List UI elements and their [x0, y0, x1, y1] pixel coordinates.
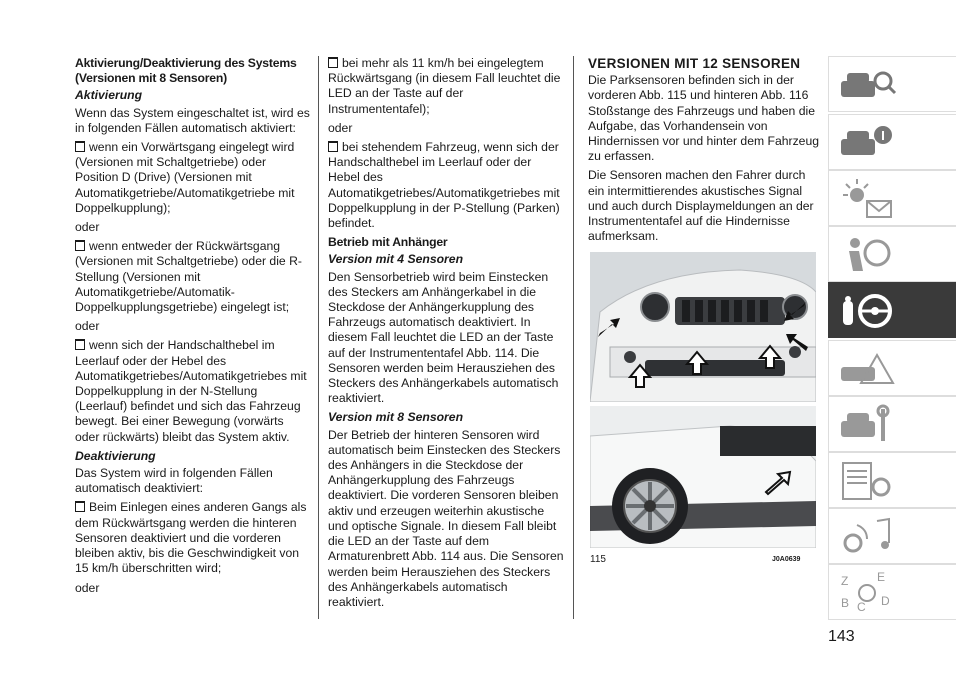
or-text: oder — [75, 220, 100, 235]
svg-text:C: C — [857, 600, 866, 614]
section-heading: Betrieb mit Anhänger — [328, 235, 448, 250]
or-text: oder — [75, 319, 100, 334]
or-text: oder — [328, 120, 353, 135]
paragraph: Die Sensoren machen den Fahrer durch ein intermittierendes akustisches Signal und auch durch Displaymeldungen an der Instrumententafel auf die Hindernisse aufmerksam. — [588, 168, 814, 244]
svg-text:E: E — [877, 570, 886, 584]
light-mail-icon — [837, 175, 897, 223]
document-gear-icon — [837, 457, 897, 505]
column-middle — [328, 56, 565, 614]
car-info-icon — [837, 119, 897, 167]
bullet-item: Beim Einlegen eines anderen Gangs als dem Rückwärtsgang werden die hinteren Sensoren deaktiviert und die vorderen bleiben aktiv, bis die Geschwindigkeit von 15 km/h überschritten wird; — [75, 500, 307, 576]
bullet-item: bei stehendem Fahrzeug, wenn sich der Handschalthebel im Leerlauf oder der Hebel des Automatikgetriebes/Automatikgetriebes mit Doppelkupplung in der P-Stellung (Parken) befindet. — [328, 140, 560, 231]
bullet-icon — [75, 339, 85, 350]
figure-number: 115 — [590, 554, 606, 565]
column-right — [588, 56, 820, 248]
chapter-tab-safety[interactable] — [828, 226, 956, 282]
section-heading: Aktivierung/Deaktivierung des Systems (Versionen mit 8 Sensoren) — [75, 56, 297, 86]
bullet-icon — [75, 141, 85, 152]
car-front-photo — [590, 252, 816, 402]
subheading-8-sensors: Version mit 8 Sensoren — [328, 410, 464, 425]
key-steering-wheel-icon — [837, 287, 897, 335]
paragraph: Der Betrieb der hinteren Sensoren wird automatisch beim Einstecken des Steckers des Anhängers in die Steckdose der Anhängerkupplung des Fahrzeugs deaktiviert. Die vorderen Sensoren bleiben aktiv und erzeugen weiterhin akustische und optische Signale. In diesem Fall bleibt die LED an der Taste auf dem Armaturenbrett Abb. 114 aus. Die Sensoren werden beim Herausziehen des Steckers des Anhängerkabels automatisch reaktiviert. — [328, 427, 564, 609]
car-warning-icon — [837, 345, 897, 393]
chapter-tab-emergency[interactable] — [828, 340, 956, 396]
paragraph: Wenn das System eingeschaltet ist, wird es in folgenden Fällen automatisch aktiviert: — [75, 105, 310, 135]
airbag-icon — [837, 231, 897, 279]
alphabet-index-icon — [837, 569, 897, 617]
car-search-icon — [837, 61, 897, 109]
bullet-item: wenn sich der Handschalthebel im Leerlauf oder der Hebel des Automatikgetriebes/Automatikgetriebes mit Doppelkupplung in der N-Stellung (Leerlauf) befindet und sich das Fahrzeug bewegt. Bei einer Bewegung (vorwärts oder rückwärts) bleibt das System aktiv. — [75, 338, 307, 444]
bullet-icon — [328, 141, 338, 152]
chapter-tab-dashboard[interactable] — [828, 56, 956, 112]
section-heading: VERSIONEN MIT 12 SENSOREN — [588, 56, 801, 71]
bullet-icon — [75, 501, 85, 512]
chapter-tab-starting-driving[interactable] — [828, 282, 956, 338]
subheading-deactivation: Deaktivierung — [75, 448, 156, 463]
column-divider — [573, 56, 574, 619]
paragraph: Die Parksensoren befinden sich in der vorderen Abb. 115 und hinteren Abb. 116 Stoßstange des Fahrzeugs und haben die Aufgabe, das Vorhandensein von Hindernissen vor und hinter dem Fahrzeug zu erfassen. — [588, 73, 820, 164]
chapter-tab-warning-lights[interactable] — [828, 170, 956, 226]
bullet-item: bei mehr als 11 km/h bei eingelegtem Rückwärtsgang (in diesem Fall leuchtet die LED an der Taste auf der Instrumententafel); — [328, 56, 561, 116]
page-number: 143 — [828, 628, 855, 645]
bullet-icon — [75, 240, 85, 251]
chapter-tab-technical-data[interactable] — [828, 452, 956, 508]
bullet-item: wenn ein Vorwärtsgang eingelegt wird (Versionen mit Schaltgetriebe) oder Position D (Drive) (Versionen mit Automatikgetriebe/Automatikgetriebe mit Doppelkupplung); — [75, 140, 295, 215]
bullet-item: wenn entweder der Rückwärtsgang (Versionen mit Schaltgetriebe) oder die R-Stellung (Versionen mit Automatikgetriebe/Automatik-Doppelkupplungsgetriebe) eingelegt ist; — [75, 239, 302, 315]
car-side-photo — [590, 406, 816, 548]
svg-text:Z: Z — [841, 574, 849, 588]
column-left — [75, 56, 310, 600]
chapter-tab-multimedia[interactable] — [828, 508, 956, 564]
svg-text:D: D — [881, 594, 890, 608]
svg-text:B: B — [841, 596, 850, 610]
bullet-icon — [328, 57, 338, 68]
paragraph: Den Sensorbetrieb wird beim Einstecken des Steckers am Anhängerkabel in die Steckdose der Anhängerkupplung des Fahrzeugs automatisch deaktiviert. In diesem Fall leuchtet die LED an der Taste auf der Instrumententafel Abb. 114. Die Sensoren werden beim Herausziehen des Steckers des Anhängerkabels automatisch reaktiviert. — [328, 269, 559, 406]
paragraph: Das System wird in folgenden Fällen automatisch deaktiviert: — [75, 466, 273, 496]
chapter-tab-info[interactable] — [828, 114, 956, 170]
column-divider — [318, 56, 319, 619]
chapter-tab-maintenance[interactable] — [828, 396, 956, 452]
or-text: oder — [75, 580, 100, 595]
subheading-activation: Aktivierung — [75, 88, 143, 103]
car-wrench-icon — [837, 401, 897, 449]
figure-code: J0A0639 — [772, 556, 801, 563]
subheading-4-sensors: Version mit 4 Sensoren — [328, 252, 464, 267]
chapter-tab-index[interactable] — [828, 564, 956, 620]
signal-music-icon — [837, 513, 897, 561]
